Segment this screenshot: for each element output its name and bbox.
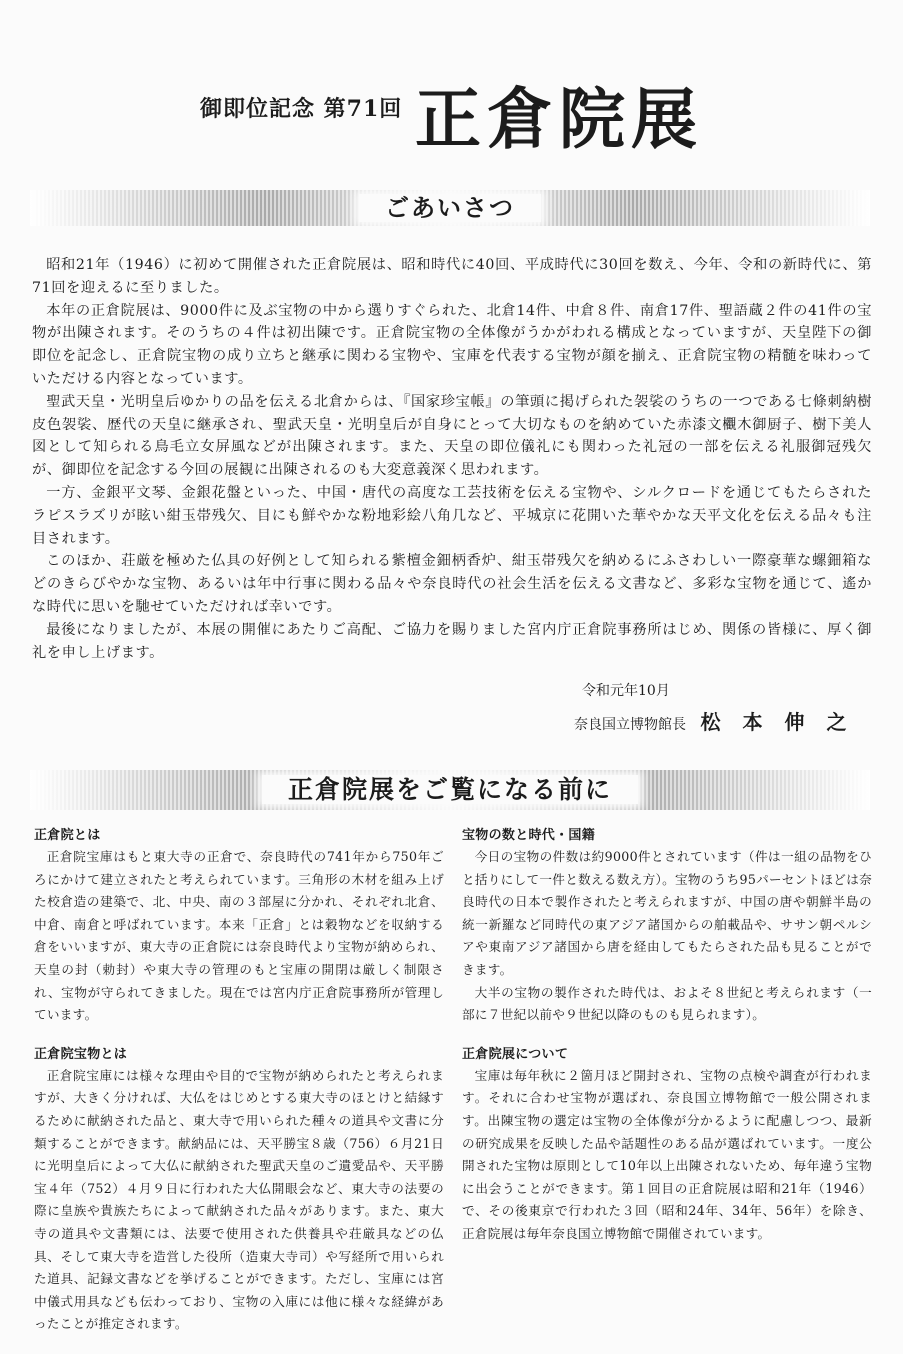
intro-block [34,826,444,1027]
greeting-paragraph: 昭和21年（1946）に初めて開催された正倉院展は、昭和時代に40回、平成時代に30回を数え、今年、令和の新時代に、第71回を迎えるに至りました。 [32,257,872,296]
title-block [200,60,720,170]
intro-block-text: 正倉院宝庫はもと東大寺の正倉で、奈良時代の741年から750年ごろにかけて建立されたと考えられています。三角形の木材を組み上げた校倉造の建築で、北、中央、南の３部屋に分かれ、それぞれ北倉、中倉、南倉と呼ばれています。本来「正倉」とは穀物などを収納する倉をいいますが、東大寺の正倉院には奈良時代より宝物が納められ、天皇の封（勅封）や東大寺の管理のもと宝庫の開閉は厳しく制限され、宝物が守られてきました。現在では宮内庁正倉院事務所が管理しています。 [34,849,444,1023]
greeting-section-header [30,190,870,226]
greeting-paragraph: 聖武天皇・光明皇后ゆかりの品を伝える北倉からは、『国家珍宝帳』の筆頭に掲げられた袈裟のうちの一つである七條刺納樹皮色袈裟、歴代の天皇に継承され、聖武天皇・光明皇后が自身にとって大切なものを納めていた赤漆文欟木御厨子、樹下美人図として知られる鳥毛立女屏風などが出陳されます。また、天皇の即位儀礼にも関わった礼冠の一部を伝える礼服御冠残欠が、御即位を記念する今回の展観に出陳されるのも大変意義深く思われます。 [32,393,872,479]
greeting-body [32,254,872,664]
intro-block-text: 大半の宝物の製作された時代は、およそ８世紀と考えられます（一部に７世紀以前や９世紀以降のものも見られます）。 [462,984,872,1023]
intro-right-column [462,826,872,1264]
intro-block-title: 正倉院とは [34,828,101,843]
intro-heading: 正倉院展をご覧になる前に [262,775,638,804]
intro-left-column [34,826,444,1354]
intro-block-text: 今日の宝物の件数は約9000件とされています（件は一組の品物をひと括りにして一件と数える数え方）。宝物のうち95パーセントほどは奈良時代の日本で製作されたと考えられますが、中国の唐や朝鮮半島の統一新羅など同時代の東アジア諸国からの舶載品や、ササン朝ペルシアや東南アジア諸国から唐を経由してもたらされた品も見ることができます。 [462,849,872,977]
intro-block-text: 正倉院宝庫には様々な理由や目的で宝物が納められたと考えられますが、大きく分ければ、大仏をはじめとする東大寺のほとけと結縁するために献納された品と、東大寺で用いられた種々の道具や文書に分類することができます。献納品には、天平勝宝８歳（756）６月21日に光明皇后によって大仏に献納された聖武天皇のご遺愛品や、天平勝宝４年（752）４月９日に行われた大仏開眼会など、東大寺の法要の際に皇族や貴族たちによって献納された品々があります。また、東大寺の道具や文書類には、法要で使用された供養具や荘厳具などの仏具、そして東大寺を造営した役所（造東大寺司）や写経所で用いられた道具、記録文書などを挙げることができます。ただし、宝庫には宮中儀式用具なども伝わっており、宝物の入庫には他に様々な経緯があったことが推定されます。 [34,1067,444,1332]
greeting-paragraph: 一方、金銀平文琴、金銀花盤といった、中国・唐代の高度な工芸技術を伝える宝物や、シルクロードを通じてもたらされたラピスラズリが眩い紺玉帯残欠、目にも鮮やかな粉地彩絵八角几など、平城京に花開いた華やかな天平文化を伝える品々も注目されます。 [32,484,872,547]
intro-block-text: 宝庫は毎年秋に２箇月ほど開封され、宝物の点検や調査が行われます。それに合わせ宝物が選ばれ、奈良国立博物館で一般公開されます。出陳宝物の選定は宝物の全体像が分かるように配慮しつつ、最新の研究成果を反映した品や話題性のある品が選ばれています。一度公開された宝物は原則として10年以上出陳されないため、毎年違う宝物に出会うことができます。第１回目の正倉院展は昭和21年（1946）で、その後東京で行われた３回（昭和24年、34年、56年）を除き、正倉院展は毎年奈良国立博物館で開催されています。 [462,1067,872,1241]
signoff-name: 松本伸之 [700,710,869,734]
intro-block-title: 正倉院展について [462,1046,569,1062]
intro-section-header [30,770,870,810]
signoff [574,680,868,735]
exhibition-title: 正倉院展 [415,80,703,158]
intro-block [462,1045,872,1246]
signoff-date: 令和元年10月 [582,683,670,699]
intro-block [34,1045,444,1336]
greeting-heading: ごあいさつ [359,194,541,222]
greeting-paragraph: 最後になりましたが、本展の開催にあたりご高配、ご協力を賜りました宮内庁正倉院事務所はじめ、関係の皆様に、厚く御礼を申し上げます。 [32,621,872,661]
exhibition-subtitle: 御即位記念 第71回 [200,96,403,122]
intro-block-title: 正倉院宝物とは [34,1046,128,1062]
greeting-paragraph: このほか、荘厳を極めた仏具の好例として知られる紫檀金鈿柄香炉、紺玉帯残欠を納めるにふさわしい一際豪華な螺鈿箱などのきらびやかな宝物、あるいは年中行事に関わる品々や奈良時代の社会生活を伝える文書など、多彩な宝物を通じて、遙かな時代に思いを馳せていただければ幸いです。 [32,553,872,615]
intro-block-title: 宝物の数と時代・国籍 [462,828,596,843]
intro-block [462,826,872,1027]
signoff-title: 奈良国立博物館長 [574,717,686,733]
greeting-paragraph: 本年の正倉院展は、9000件に及ぶ宝物の中から選りすぐられた、北倉14件、中倉８件、南倉17件、聖語蔵２件の41件の宝物が出陳されます。そのうちの４件は初出陳です。正倉院宝物の全体像がうかがわれる構成となっていますが、天皇陛下の御即位を記念し、正倉院宝物の成り立ちと継承に関わる宝物や、宝庫を代表する宝物が顔を揃え、正倉院宝物の精髄を味わっていただける内容となっています。 [32,302,872,387]
